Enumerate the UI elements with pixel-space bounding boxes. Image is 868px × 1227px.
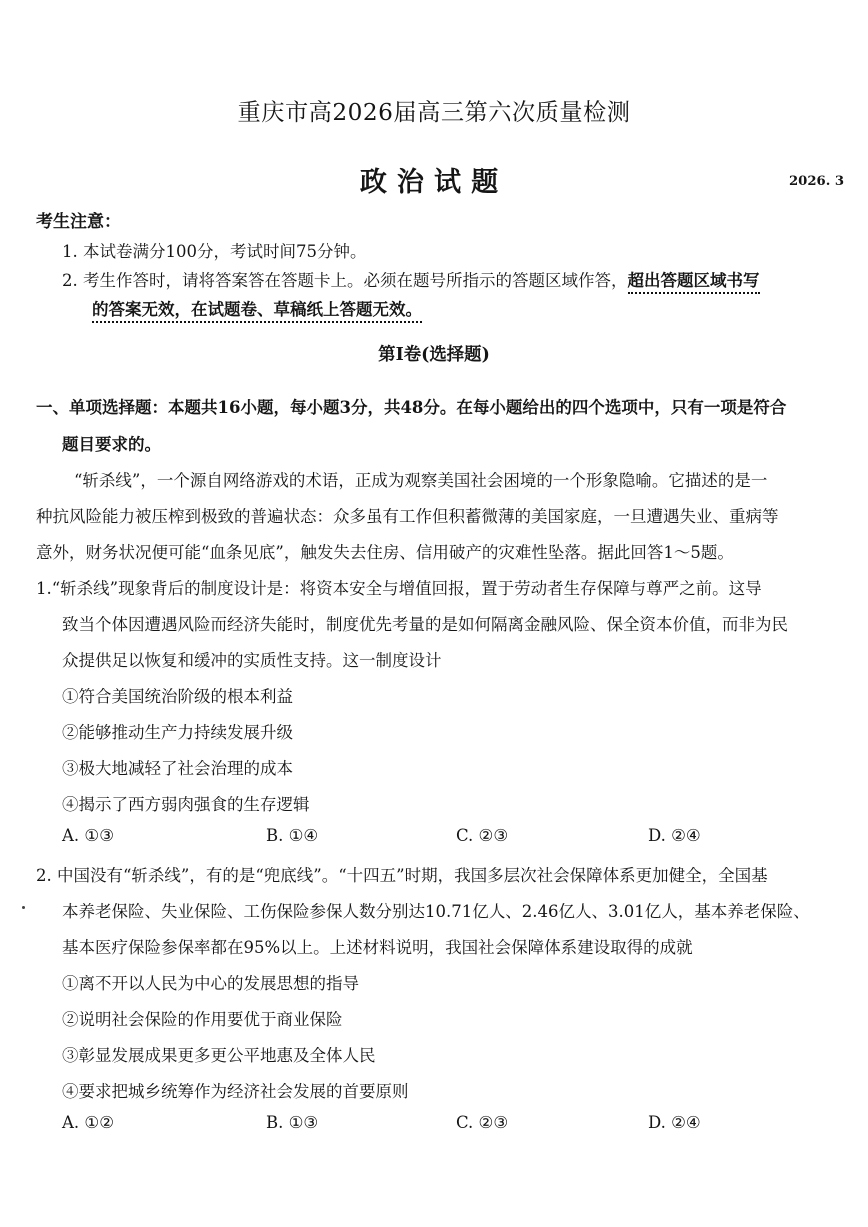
question-2-choice-a: A. ①②	[62, 1113, 114, 1132]
question-1-choice-a: A. ①③	[62, 826, 114, 845]
notice-heading: 考生注意：	[36, 212, 121, 232]
question-1-item-4: ④揭示了西方弱肉强食的生存逻辑	[62, 795, 310, 814]
question-1-choice-c: C. ②③	[456, 826, 509, 845]
exam-title: 重庆市高2026届高三第六次质量检测	[237, 99, 631, 126]
scan-mark	[22, 906, 25, 909]
question-1-item-3: ③极大地减轻了社会治理的成本	[62, 759, 293, 778]
notice-item-2-emphasis-cont: 的答案无效，在试题卷、草稿纸上答题无效。	[92, 300, 422, 323]
notice-item-2-text: 2. 考生作答时，请将答案答在答题卡上。必须在题号所指示的答题区域作答，	[62, 271, 628, 290]
material-line-3: 意外，财务状况便可能“血条见底”，触发失去住房、信用破产的灾难性坠落。据此回答1～5题。	[36, 543, 734, 562]
notice-item-2-cont	[92, 296, 422, 320]
exam-date: 2026. 3	[789, 174, 845, 189]
material-line-1: “斩杀线”，一个源自网络游戏的术语，正成为观察美国社会困境的一个形象隐喻。它描述的是一	[74, 471, 768, 490]
question-2-item-3: ③彰显发展成果更多更公平地惠及全体人民	[62, 1046, 376, 1065]
section-instruction-cont: 题目要求的。	[62, 435, 161, 454]
question-1-item-2: ②能够推动生产力持续发展升级	[62, 723, 293, 742]
question-1-item-1: ①符合美国统治阶级的根本利益	[62, 687, 293, 706]
question-1-stem-cont: 致当个体因遭遇风险而经济失能时，制度优先考量的是如何隔离金融风险、保全资本价值，而非为民	[62, 615, 788, 634]
material-line-2: 种抗风险能力被压榨到极致的普遍状态：众多虽有工作但积蓄微薄的美国家庭，一旦遭遇失业、重病等	[36, 507, 779, 526]
question-2-choice-b: B. ①③	[266, 1113, 319, 1132]
question-1-stem: 1.“斩杀线”现象背后的制度设计是：将资本安全与增值回报，置于劳动者生存保障与尊严之前。这导	[36, 579, 762, 598]
question-2-choice-c: C. ②③	[456, 1113, 509, 1132]
question-2-item-2: ②说明社会保险的作用要优于商业保险	[62, 1010, 343, 1029]
notice-item-2-emphasis: 超出答题区域书写	[628, 271, 760, 294]
question-2-item-1: ①离不开以人民为中心的发展思想的指导	[62, 974, 359, 993]
question-2-item-4: ④要求把城乡统筹作为经济社会发展的首要原则	[62, 1082, 409, 1101]
question-1-stem-cont: 众提供足以恢复和缓冲的实质性支持。这一制度设计	[62, 651, 442, 670]
question-2-stem-cont: 本养老保险、失业保险、工伤保险参保人数分别达10.71亿人、2.46亿人、3.01亿人，基本养老保险、	[62, 902, 810, 921]
section-instruction: 一、单项选择题：本题共16小题，每小题3分，共48分。在每小题给出的四个选项中，只有一项是符合	[36, 398, 787, 417]
subject-title: 政治试题	[359, 167, 509, 198]
question-2-stem-cont: 基本医疗保险参保率都在95%以上。上述材料说明，我国社会保障体系建设取得的成就	[62, 938, 693, 957]
question-1-choice-d: D. ②④	[648, 826, 701, 845]
question-1-choice-b: B. ①④	[266, 826, 319, 845]
notice-item-1: 1. 本试卷满分100分，考试时间75分钟。	[62, 242, 367, 261]
section-title: 第Ⅰ卷(选择题)	[378, 345, 490, 365]
question-2-stem: 2. 中国没有“斩杀线”，有的是“兜底线”。“十四五”时期，我国多层次社会保障体系更加健全，全国基	[36, 866, 768, 885]
question-2-choice-d: D. ②④	[648, 1113, 701, 1132]
notice-item-2	[62, 267, 760, 291]
